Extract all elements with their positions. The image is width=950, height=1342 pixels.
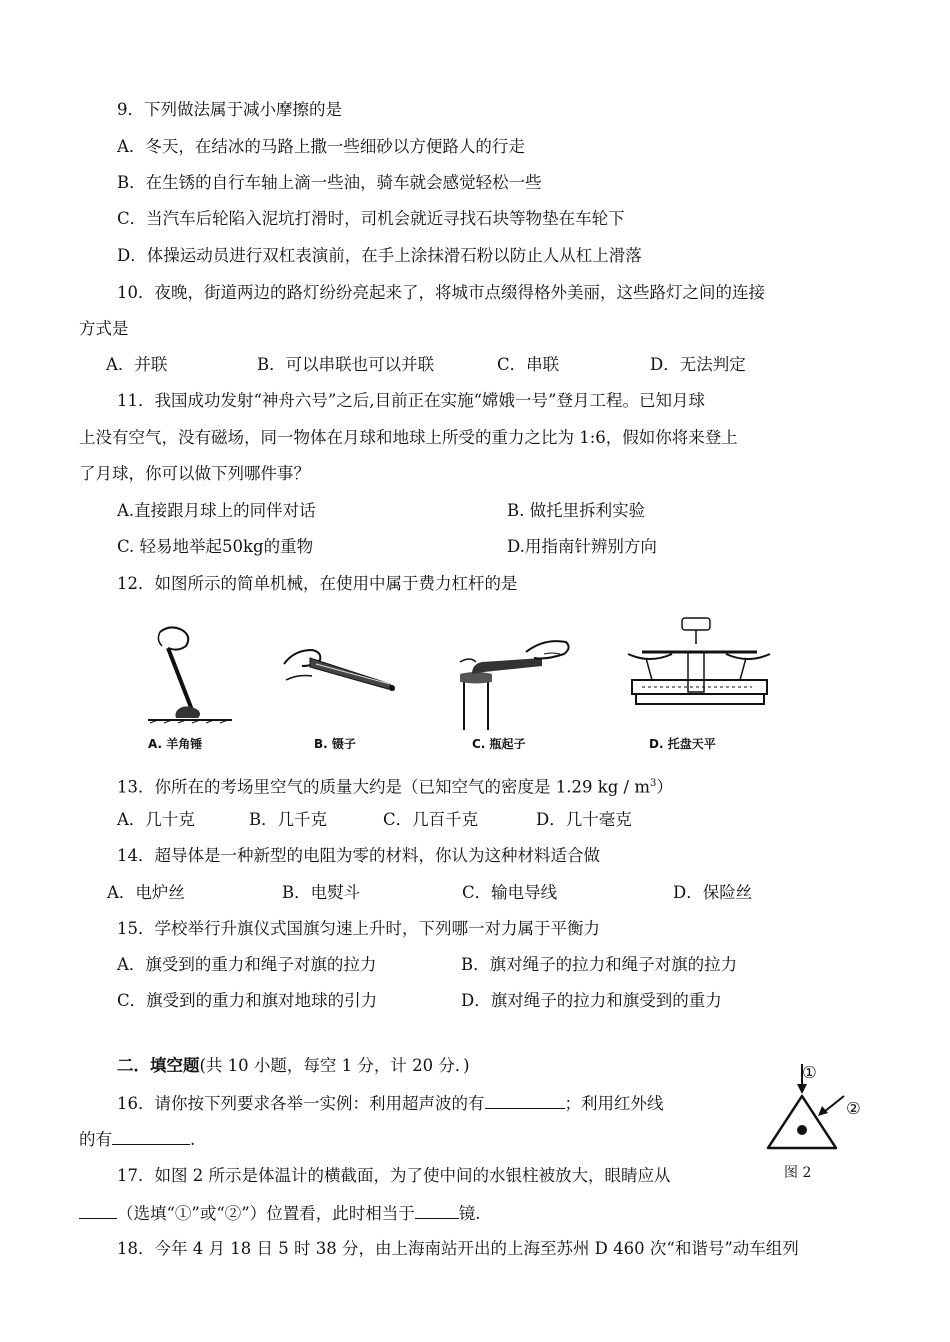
q13-stem-tail: ）: [656, 777, 673, 797]
tweezers-figure: [280, 640, 405, 700]
q11-option-a: A.直接跟月球上的同伴对话: [117, 501, 316, 520]
q11-stem-line2: 上没有空气，没有磁场，同一物体在月球和地球上所受的重力之比为 1:6，假如你将来登上: [79, 428, 738, 447]
section-2-title: 二．填空题: [117, 1056, 200, 1075]
q9-stem: 9．下列做法属于减小摩擦的是: [117, 100, 342, 119]
fig2-caption: 图 2: [784, 1165, 812, 1181]
q9-option-a: A．冬天，在结冰的马路上撒一些细砂以方便路人的行走: [117, 137, 525, 156]
q10-option-b: B．可以串联也可以并联: [257, 355, 435, 374]
q17-line1: 17．如图 2 所示是体温计的横截面，为了使中间的水银柱被放大，眼睛应从: [117, 1166, 671, 1185]
q15-option-b: B．旗对绳子的拉力和绳子对旗的拉力: [461, 955, 738, 974]
q15-option-c: C．旗受到的重力和旗对地球的引力: [117, 991, 378, 1010]
q10-stem-line2: 方式是: [79, 319, 129, 338]
q10-stem-line1: 10．夜晚，街道两边的路灯纷纷亮起来了，将城市点缀得格外美丽，这些路灯之间的连接: [117, 283, 765, 302]
q14-option-a: A．电炉丝: [107, 883, 185, 902]
q14-option-b: B．电熨斗: [282, 883, 361, 902]
q13-stem: [117, 773, 673, 799]
section-2-heading: [117, 1055, 470, 1077]
q17-line2: [79, 1202, 481, 1225]
q10-option-d: D．无法判定: [650, 355, 746, 374]
q18-line1: 18．今年 4 月 18 日 5 时 38 分，由上海南站开出的上海至苏州 D 460 次“和谐号”动车组列: [117, 1239, 799, 1258]
q15-option-a: A．旗受到的重力和绳子对旗的拉力: [117, 955, 377, 974]
section-2-note: (共 10 小题，每空 1 分，计 20 分．): [199, 1056, 470, 1075]
q15-stem: 15．学校举行升旗仪式国旗匀速上升时，下列哪一对力属于平衡力: [117, 919, 600, 938]
q15-option-d: D．旗对绳子的拉力和旗受到的重力: [461, 991, 722, 1010]
q9-option-d: D．体操运动员进行双杠表演前，在手上涂抹滑石粉以防止人从杠上滑落: [117, 246, 642, 265]
q11-option-b: B. 做托里拆利实验: [507, 501, 646, 520]
q10-option-a: A．并联: [106, 355, 168, 374]
fig2-label-2: ②: [846, 1099, 861, 1118]
q16-blank-infrared[interactable]: [112, 1128, 190, 1145]
q9-option-c: C．当汽车后轮陷入泥坑打滑时，司机会就近寻找石块等物垫在车轮下: [117, 209, 625, 228]
q9-option-b: B．在生锈的自行车轴上滴一些油，骑车就会感觉轻松一些: [117, 173, 542, 192]
q17-blank-lens[interactable]: [415, 1202, 459, 1219]
q13-stem-text: 13．你所在的考场里空气的质量大约是（已知空气的密度是 1.29 kg / m: [117, 777, 650, 797]
q14-stem: 14．超导体是一种新型的电阻为零的材料，你认为这种材料适合做: [117, 846, 600, 865]
q12-stem: 12．如图所示的简单机械，在使用中属于费力杠杆的是: [117, 574, 518, 593]
q17-text-a: （选填“①”或“②”）位置看，此时相当于: [117, 1204, 415, 1223]
claw-hammer-figure: [140, 622, 240, 727]
q10-option-c: C．串联: [497, 355, 560, 374]
q12-caption-b: B. 镊子: [314, 737, 356, 751]
q16-text-b: ；利用红外线: [564, 1094, 664, 1113]
q13-option-c: C．几百千克: [383, 810, 479, 829]
q11-option-d: D.用指南针辨别方向: [507, 537, 657, 556]
q13-option-a: A．几十克: [117, 810, 195, 829]
q16-blank-ultrasound[interactable]: [485, 1092, 565, 1109]
q13-superscript: 3: [649, 778, 657, 789]
q17-text-b: 镜.: [458, 1204, 481, 1223]
q16-text-a: 16．请你按下列要求各举一实例：利用超声波的有: [117, 1094, 485, 1113]
q16-line2: [79, 1128, 195, 1151]
q13-option-b: B．几千克: [249, 810, 328, 829]
q16-text-c: 的有: [79, 1130, 112, 1149]
q14-option-d: D．保险丝: [673, 883, 753, 902]
q12-caption-c: C. 瓶起子: [472, 737, 526, 751]
q12-caption-d: D. 托盘天平: [649, 737, 716, 751]
q11-stem-line3: 了月球，你可以做下列哪件事？: [79, 464, 310, 483]
q14-option-c: C．输电导线: [462, 883, 558, 902]
q17-blank-position[interactable]: [79, 1202, 117, 1219]
q12-caption-a: A. 羊角锤: [148, 737, 203, 751]
balance-scale-figure: [622, 614, 777, 724]
q16-line1: [117, 1092, 664, 1115]
fig2-label-1: ①: [802, 1063, 817, 1082]
q13-option-d: D．几十毫克: [536, 810, 632, 829]
q11-stem-line1: 11．我国成功发射“神舟六号”之后,目前正在实施“嫦娥一号”登月工程。已知月球: [117, 391, 705, 410]
q11-option-c: C. 轻易地举起50kg的重物: [117, 537, 314, 556]
bottle-opener-figure: [452, 622, 577, 732]
q16-text-d: .: [190, 1130, 196, 1149]
